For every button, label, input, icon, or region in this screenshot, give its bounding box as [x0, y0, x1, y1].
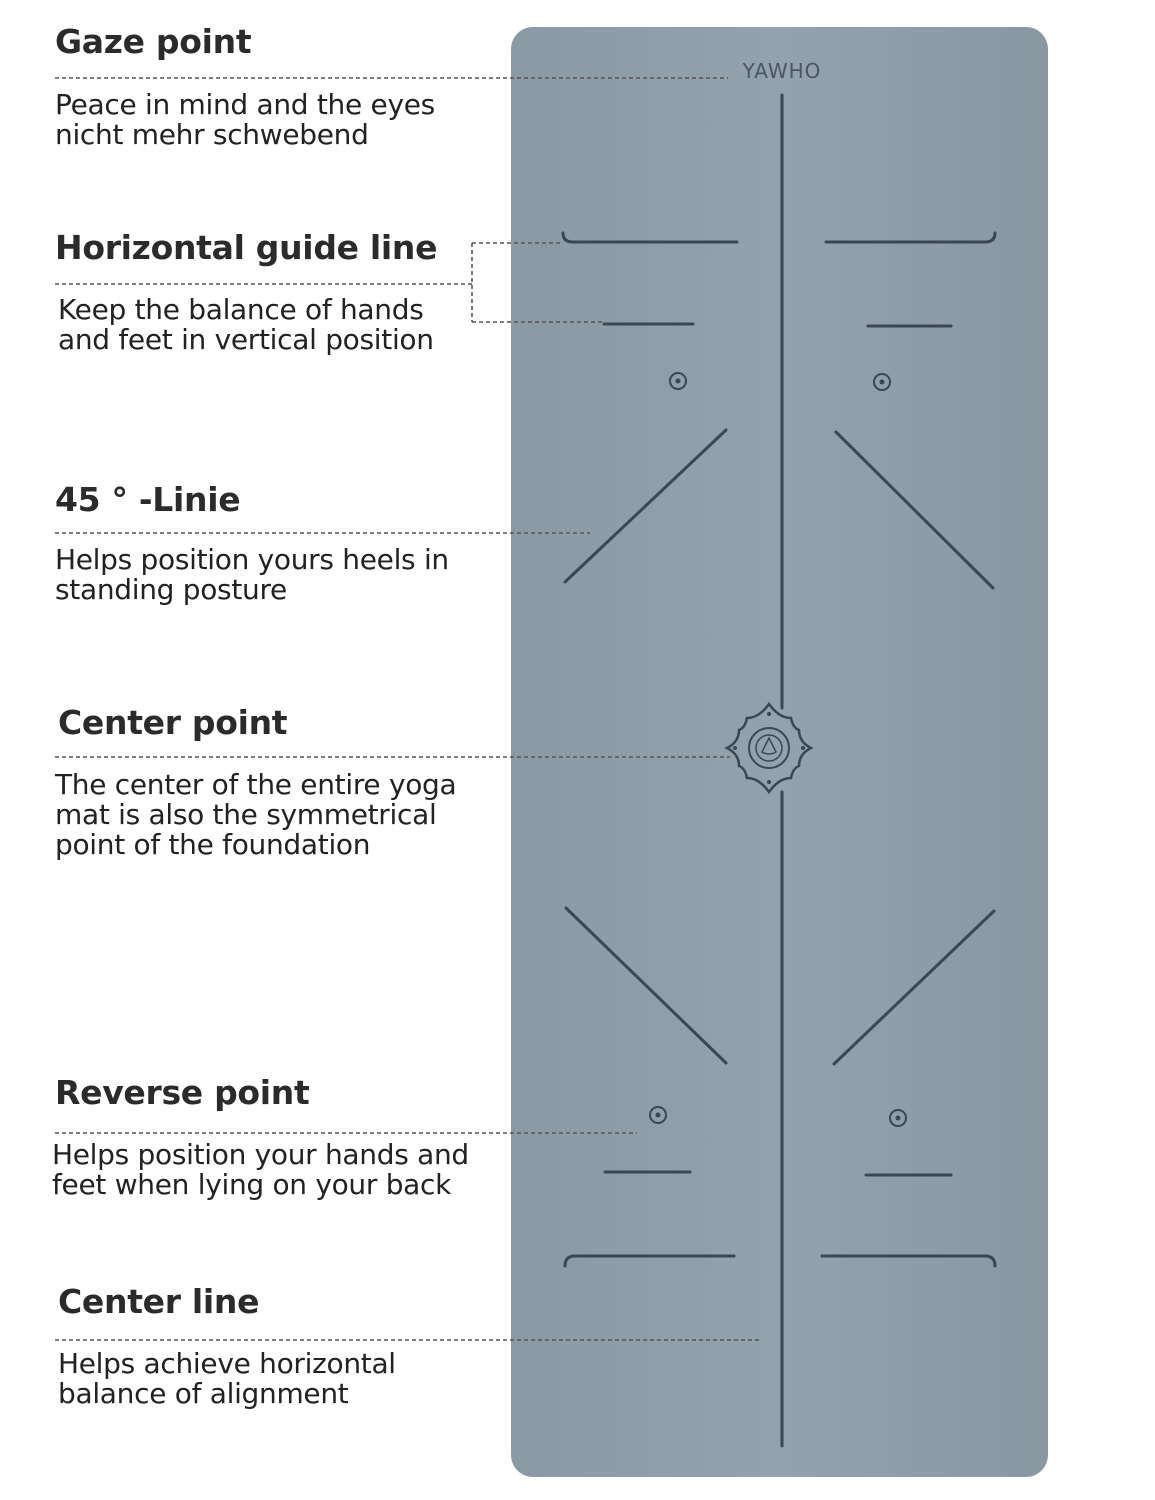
- mat-brand-label: YAWHO: [742, 59, 822, 83]
- feature-description-reverse-point: Helps position your hands and feet when lying on your back: [52, 1138, 469, 1201]
- feature-title-center-line: Center line: [58, 1282, 260, 1321]
- feature-title-center-point: Center point: [58, 703, 288, 742]
- feature-title-horizontal-guide-line: Horizontal guide line: [55, 228, 438, 267]
- feature-description-horizontal-guide-line: Keep the balance of hands and feet in vertical position: [58, 293, 434, 356]
- feature-title-45-line: 45 ° -Linie: [55, 480, 241, 519]
- feature-description-center-line: Helps achieve horizontal balance of alignment: [58, 1347, 396, 1410]
- yoga-mat: [511, 27, 1048, 1477]
- feature-title-reverse-point: Reverse point: [55, 1073, 310, 1112]
- feature-description-45-line: Helps position yours heels in standing posture: [55, 543, 449, 606]
- feature-description-gaze-point: Peace in mind and the eyes nicht mehr schwebend: [55, 88, 435, 151]
- feature-title-gaze-point: Gaze point: [55, 22, 252, 61]
- feature-description-center-point: The center of the entire yoga mat is also the symmetrical point of the foundation: [55, 768, 457, 861]
